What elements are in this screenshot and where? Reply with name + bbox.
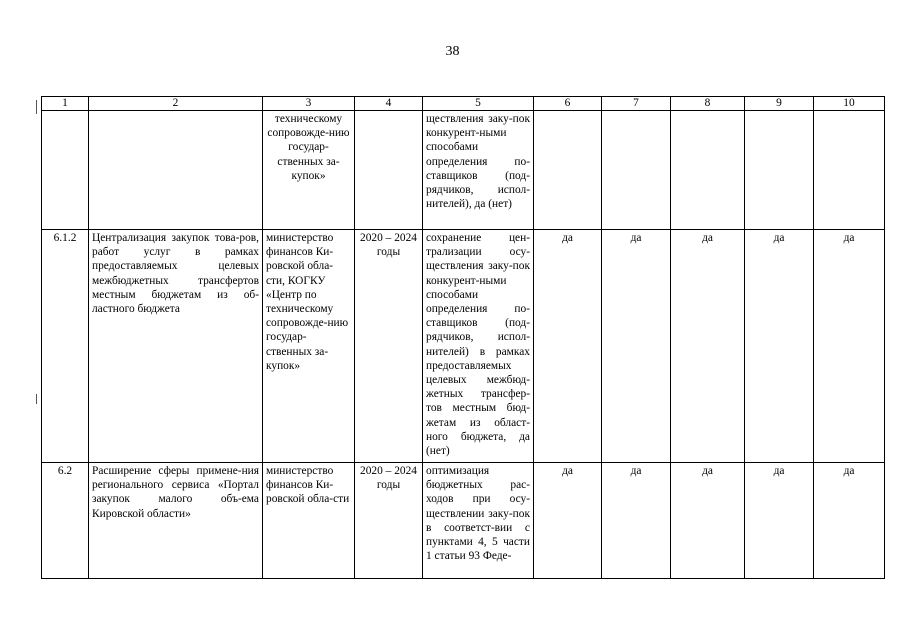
executor-cell: министерство финансов Ки-ровской обла-сти, КОГКУ «Центр по техническому сопровожде-нию государ-ственных за-купок»	[263, 230, 355, 463]
table-row	[42, 463, 885, 579]
column-header: 5	[423, 97, 534, 111]
value-cell: да	[745, 463, 814, 579]
value-cell: да	[534, 463, 602, 579]
value-cell: да	[602, 463, 671, 579]
indicator-cell: сохранение цен-трализации осу-ществления заку-пок конкурент-ными способами определения по-ставщиков (под-рядчиков, испол-нителей) в рамках предоставляемых целевых межбюд-жетных трансфер-тов местным бюд-жетам из област-ного бюджета, да (нет)	[423, 230, 534, 463]
margin-mark	[36, 100, 37, 114]
value-cell: да	[534, 230, 602, 463]
value-cell: да	[671, 230, 745, 463]
column-header: 8	[671, 97, 745, 111]
column-header: 10	[814, 97, 885, 111]
period-cell	[355, 111, 423, 230]
column-header: 2	[89, 97, 263, 111]
executor-cell: министерство финансов Ки-ровской обла-сти	[263, 463, 355, 579]
value-cell: да	[814, 230, 885, 463]
item-number-cell	[42, 111, 89, 230]
executor-cell: техническому сопровожде-нию государ-ственных за-купок»	[263, 111, 355, 230]
value-cell	[671, 111, 745, 230]
item-number-cell: 6.2	[42, 463, 89, 579]
value-cell	[534, 111, 602, 230]
column-header: 4	[355, 97, 423, 111]
event-cell	[89, 111, 263, 230]
column-header: 7	[602, 97, 671, 111]
column-header: 9	[745, 97, 814, 111]
indicator-cell: ществления заку-пок конкурент-ными способами определения по-ставщиков (под-рядчиков, испол-нителей), да (нет)	[423, 111, 534, 230]
header-row	[42, 97, 885, 111]
item-number-cell: 6.1.2	[42, 230, 89, 463]
value-cell	[602, 111, 671, 230]
table-row	[42, 111, 885, 230]
column-header: 6	[534, 97, 602, 111]
indicator-cell: оптимизация бюджетных рас-ходов при осу-ществлении заку-пок в соответст-вии с пунктами 4, 5 части 1 статьи 93 Феде-	[423, 463, 534, 579]
value-cell: да	[745, 230, 814, 463]
event-cell: Расширение сферы примене-ния регионального сервиса «Портал закупок малого объ-ема Кировской области»	[89, 463, 263, 579]
value-cell	[745, 111, 814, 230]
column-header: 1	[42, 97, 89, 111]
value-cell: да	[602, 230, 671, 463]
value-cell	[814, 111, 885, 230]
period-cell: 2020 – 2024 годы	[355, 230, 423, 463]
table-row	[42, 230, 885, 463]
value-cell: да	[671, 463, 745, 579]
column-header: 3	[263, 97, 355, 111]
period-cell: 2020 – 2024 годы	[355, 463, 423, 579]
margin-mark	[36, 394, 37, 404]
page-number: 38	[445, 44, 460, 59]
program-table	[41, 96, 885, 579]
event-cell: Централизация закупок това-ров, работ услуг в рамках предоставляемых целевых межбюджетных трансфертов местным бюджетам из об-ластного бюджета	[89, 230, 263, 463]
value-cell: да	[814, 463, 885, 579]
